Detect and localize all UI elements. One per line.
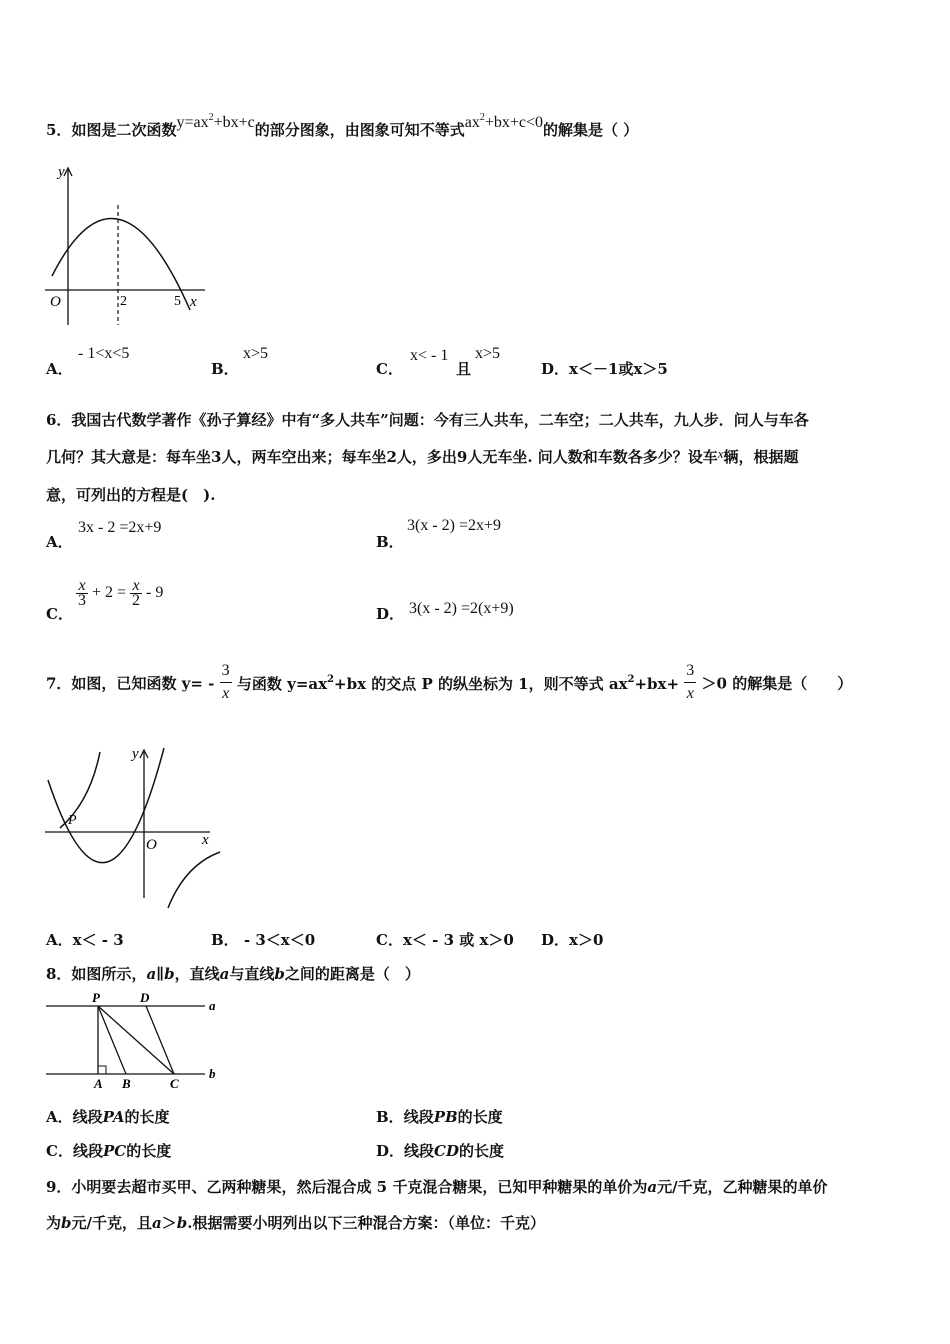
q5-option-c-value1: x< - 1 xyxy=(410,347,449,364)
label-b: B xyxy=(122,1076,131,1090)
q5-option-c-and: 且 xyxy=(456,360,472,378)
q6-option-c-equation: $\frac{x}{3}$ + 2 = $\frac{x}{2}$ - 9 xyxy=(78,577,164,609)
q8-stem: 8．如图所示，a∥b，直线a与直线b之间的距离是（ ） xyxy=(46,965,420,983)
q5-option-a-value: - 1<x<5 xyxy=(78,345,130,362)
origin-label: O xyxy=(50,294,61,310)
label-d: D xyxy=(140,990,150,1005)
point-p-label: P xyxy=(68,813,77,828)
tick-5: 5 xyxy=(174,294,181,309)
q7-stem: 7．如图，已知函数 y= - $\frac{3}{x}$ 与函数 $y=ax^2+bx$ 的交点 P 的纵坐标为 1，则不等式 $ax^2+bx+$ $\frac{3}{x}$ ＞0 的解集是（ ） xyxy=(46,662,853,702)
q6-option-a[interactable]: A． xyxy=(46,533,73,551)
q5-inequality: $ax^2+bx+c<0$ xyxy=(464,112,544,131)
q7-option-a[interactable]: A．x＜ - 3 xyxy=(46,931,124,949)
q7-option-b[interactable]: B． - 3＜x＜0 xyxy=(211,931,316,949)
q6-stem-line1: 6．我国古代数学著作《孙子算经》中有“多人共车”问题：今有三人共车，二车空；二人共车，九人步．问人与车各 xyxy=(46,411,809,429)
q7-graph xyxy=(40,740,225,912)
q6-option-d[interactable]: D． xyxy=(376,605,405,623)
segment-cd xyxy=(146,1006,174,1074)
q5-parabola-graph xyxy=(40,160,215,332)
tick-2: 2 xyxy=(120,294,127,309)
q8-option-d[interactable]: D．线段CD的长度 xyxy=(376,1142,504,1160)
right-angle-mark xyxy=(98,1066,106,1074)
q6-option-b-equation: 3(x - 2) =2x+9 xyxy=(407,517,502,534)
hyperbola-right-branch xyxy=(168,852,220,908)
q5-stem: 5．如图是二次函数$y=ax^2+bx+c$的部分图象，由图象可知不等式$ax^2+bx+c<0$的解集是（ ） xyxy=(46,112,639,139)
x-label: x xyxy=(202,832,209,848)
q7-option-d[interactable]: D．x＞0 xyxy=(541,931,604,949)
q5-option-c-value2: x>5 xyxy=(475,345,501,362)
q7-option-c[interactable]: C．x＜ - 3 或 x＞0 xyxy=(376,931,514,949)
label-line-a: a xyxy=(209,998,216,1013)
q6-option-a-equation: 3x - 2 =2x+9 xyxy=(78,519,162,536)
q9-stem-line1: 9．小明要去超市买甲、乙两种糖果，然后混合成 5 千克混合糖果，已知甲种糖果的单价为a元/千克，乙种糖果的单价 xyxy=(46,1178,828,1196)
label-a: A xyxy=(94,1076,103,1090)
origin-label: O xyxy=(146,837,157,853)
q8-option-a[interactable]: A．线段PA的长度 xyxy=(46,1108,170,1126)
segment-pb xyxy=(98,1006,126,1074)
q5-option-d[interactable]: D．x＜－1或x＞5 xyxy=(541,360,668,378)
q5-option-b[interactable]: B． xyxy=(211,360,239,378)
q8-parallel-lines-diagram xyxy=(40,990,225,1090)
q6-option-b[interactable]: B． xyxy=(376,533,404,551)
q6-stem-line2: 几何？其大意是：每车坐3人，两车空出来；每车坐2人，多出9人无车坐. 问人数和车数各多少？设车x辆，根据题 xyxy=(46,446,799,466)
q5-option-c[interactable]: C． xyxy=(376,360,403,378)
q8-option-b[interactable]: B．线段PB的长度 xyxy=(376,1108,503,1126)
q5-option-a[interactable]: A． xyxy=(46,360,73,378)
segment-pc xyxy=(98,1006,174,1074)
q8-option-c[interactable]: C．线段PC的长度 xyxy=(46,1142,172,1160)
label-p: P xyxy=(92,990,100,1005)
y-label: y xyxy=(58,164,65,180)
label-c: C xyxy=(170,1076,179,1090)
q6-option-d-equation: 3(x - 2) =2(x+9) xyxy=(409,600,514,617)
hyperbola-left-branch xyxy=(60,752,100,828)
q5-number: 5． xyxy=(46,121,72,139)
q5-option-b-value: x>5 xyxy=(243,345,269,362)
q6-option-c[interactable]: C． xyxy=(46,605,73,623)
y-label: y xyxy=(132,746,139,762)
q6-stem-line3: 意，可列出的方程是( ). xyxy=(46,486,216,504)
q5-function: $y=ax^2+bx+c$ xyxy=(176,112,255,131)
label-line-b: b xyxy=(209,1066,216,1081)
x-label: x xyxy=(190,294,197,310)
q9-stem-line2: 为b元/千克，且a＞b.根据需要小明列出以下三种混合方案：（单位：千克） xyxy=(46,1214,545,1232)
